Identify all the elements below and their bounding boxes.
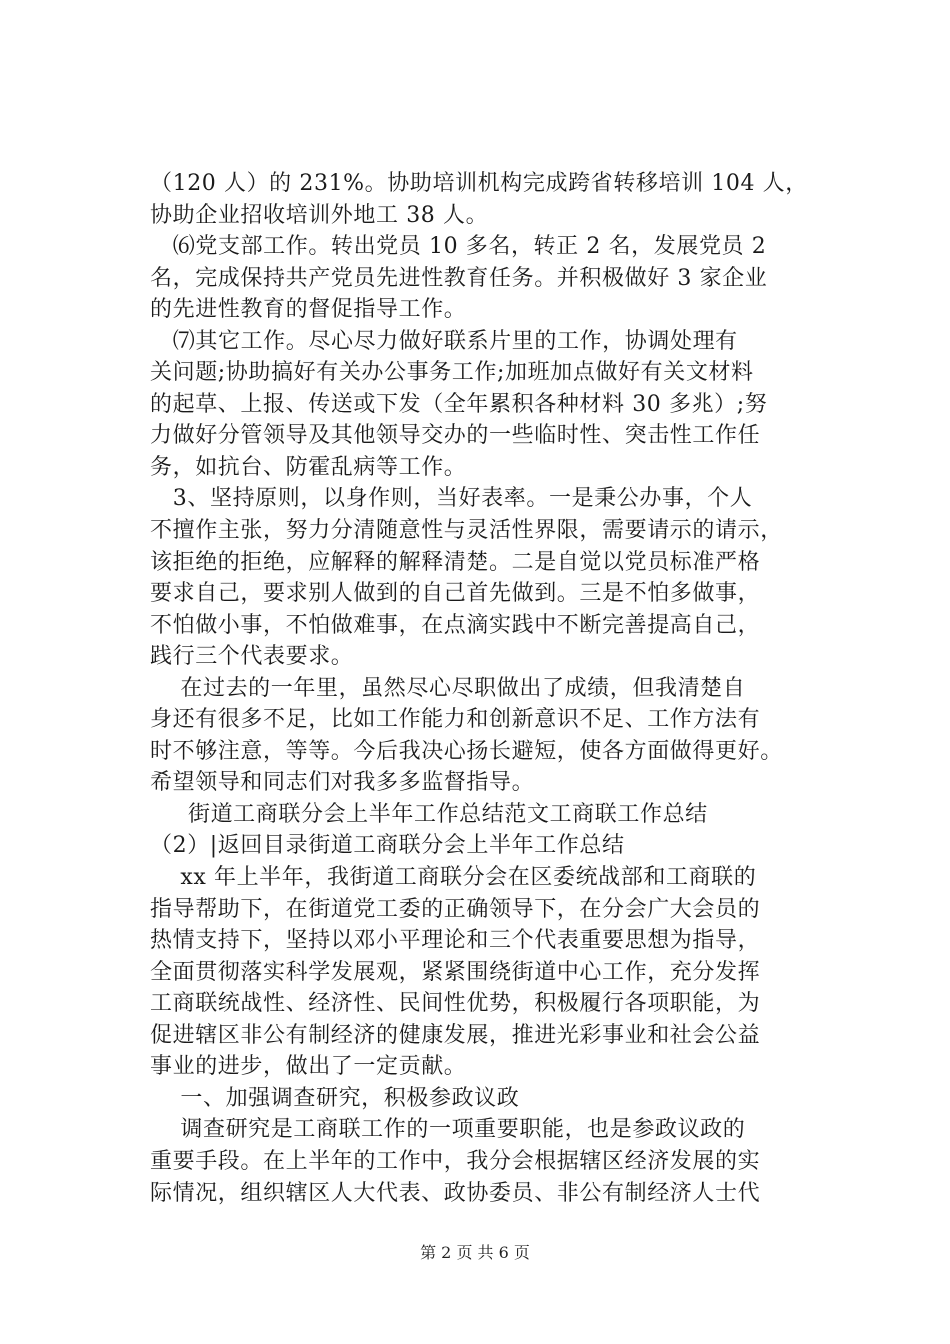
text-line: 时不够注意，等等。今后我决心扬长避短，使各方面做得更好。	[150, 738, 783, 764]
text-line: 促进辖区非公有制经济的健康发展，推进光彩事业和社会公益	[150, 1022, 761, 1048]
text-line: 名，完成保持共产党员先进性教育任务。并积极做好 3 家企业	[150, 265, 768, 291]
text-line: ⑺其它工作。尽心尽力做好联系片里的工作，协调处理有	[150, 328, 738, 354]
text-line: 践行三个代表要求。	[150, 644, 354, 670]
text-line: 3、坚持原则，以身作则，当好表率。一是秉公办事，个人	[150, 486, 753, 512]
text-line: ⑹党支部工作。转出党员 10 多名，转正 2 名，发展党员 2	[150, 234, 767, 260]
text-line: xx 年上半年，我街道工商联分会在区委统战部和工商联的	[150, 865, 757, 891]
text-line: 希望领导和同志们对我多多监督指导。	[150, 770, 535, 796]
text-line: 的先进性教育的督促指导工作。	[150, 297, 467, 323]
text-line: 身还有很多不足，比如工作能力和创新意识不足、工作方法有	[150, 707, 761, 733]
text-line: 协助企业招收培训外地工 38 人。	[150, 202, 489, 228]
section-title: （2）|返回目录街道工商联分会上半年工作总结	[150, 833, 625, 859]
text-line: 在过去的一年里，虽然尽心尽职做出了成绩，但我清楚自	[150, 675, 746, 701]
text-line: 的起草、上报、传送或下发（全年累积各种材料 30 多兆）;努	[150, 391, 768, 417]
text-line: 要求自己，要求别人做到的自己首先做到。三是不怕多做事，	[150, 581, 761, 607]
text-line: 重要手段。在上半年的工作中，我分会根据辖区经济发展的实	[150, 1148, 761, 1174]
text-line: 该拒绝的拒绝，应解释的解释清楚。二是自觉以党员标准严格	[150, 549, 761, 575]
text-line: 工商联统战性、经济性、民间性优势，积极履行各项职能，为	[150, 991, 761, 1017]
document-body	[150, 168, 840, 1209]
subheading: 一、加强调查研究，积极参政议政	[150, 1085, 520, 1111]
text-line: 事业的进步，做出了一定贡献。	[150, 1054, 467, 1080]
text-line: 调查研究是工商联工作的一项重要职能，也是参政议政的	[150, 1117, 746, 1143]
text-line: 不擅作主张，努力分清随意性与灵活性界限，需要请示的请示，	[150, 518, 783, 544]
text-line: 热情支持下，坚持以邓小平理论和三个代表重要思想为指导，	[150, 928, 761, 954]
text-line: 力做好分管领导及其他领导交办的一些临时性、突击性工作任	[150, 423, 761, 449]
text-line: 指导帮助下，在街道党工委的正确领导下，在分会广大会员的	[150, 896, 761, 922]
page-number-footer: 第 2 页 共 6 页	[420, 1243, 530, 1262]
section-title: 街道工商联分会上半年工作总结范文工商联工作总结	[150, 801, 708, 827]
text-line: 际情况，组织辖区人大代表、政协委员、非公有制经济人士代	[150, 1180, 761, 1206]
text-line: 务，如抗台、防霍乱病等工作。	[150, 454, 467, 480]
text-line: 全面贯彻落实科学发展观，紧紧围绕街道中心工作，充分发挥	[150, 959, 761, 985]
text-line: （120 人）的 231%。协助培训机构完成跨省转移培训 104 人，	[150, 171, 808, 196]
text-line: 不怕做小事，不怕做难事，在点滴实践中不断完善提高自己，	[150, 612, 761, 638]
text-line: 关问题;协助搞好有关办公事务工作;加班加点做好有关文材料	[150, 360, 754, 386]
